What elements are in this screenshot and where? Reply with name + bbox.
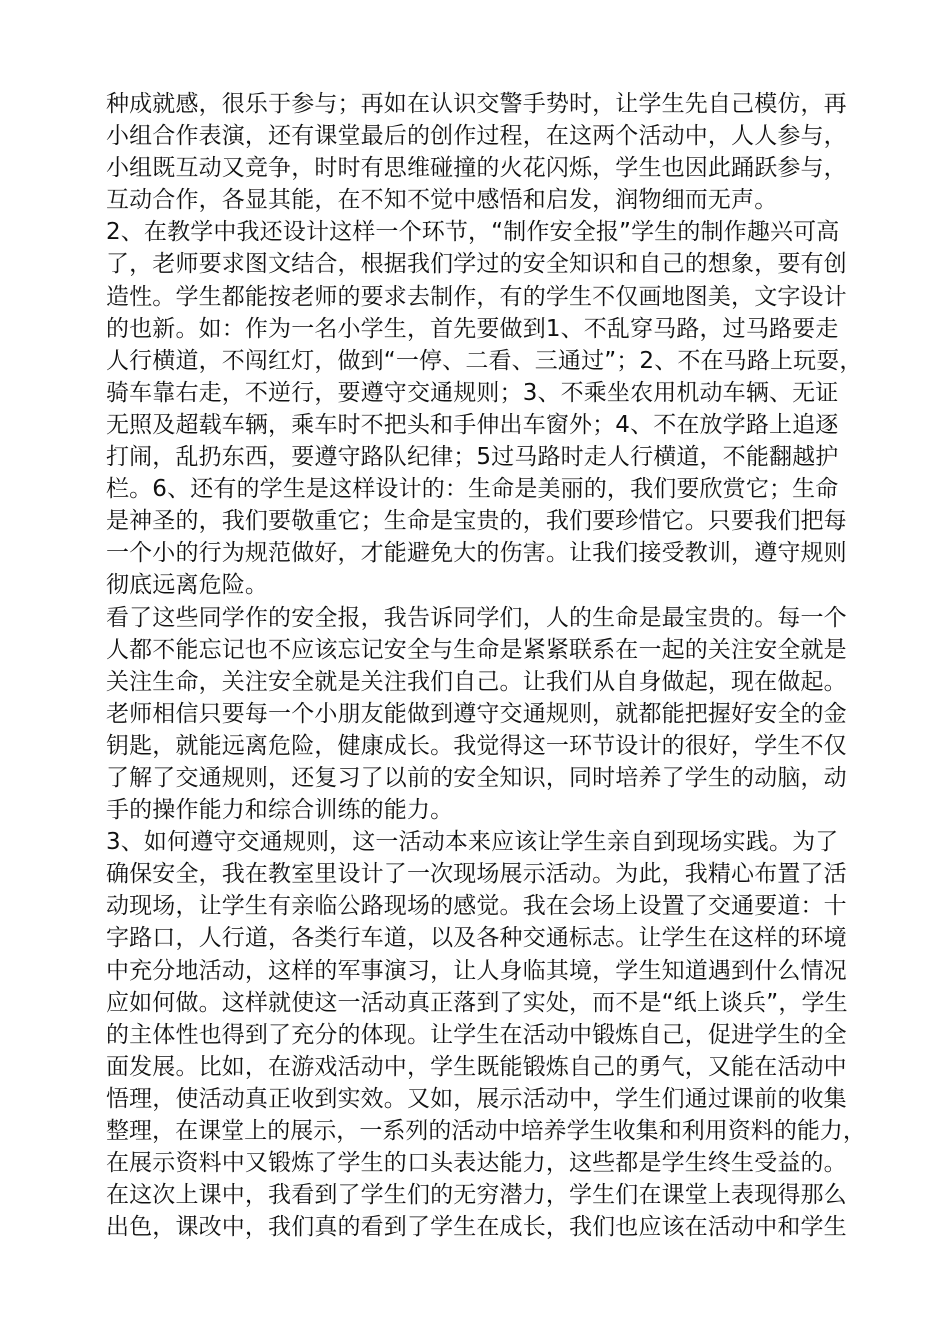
text-line: 在这次上课中，我看到了学生们的无穷潜力，学生们在课堂上表现得那么 (106, 1182, 847, 1209)
text-line: 手的操作能力和综合训练的能力。 (106, 797, 454, 824)
text-line: 3、如何遵守交通规则，这一活动本来应该让学生亲自到现场实践。为了 (106, 829, 839, 856)
text-line: 互动合作，各显其能，在不知不觉中感悟和启发，润物细而无声。 (106, 187, 778, 214)
text-line: 人都不能忘记也不应该忘记安全与生命是紧紧联系在一起的关注安全就是 (106, 636, 847, 663)
text-line: 一个小的行为规范做好，才能避免大的伤害。让我们接受教训，遵守规则 (106, 540, 847, 567)
text-line: 字路口，人行道，各类行车道，以及各种交通标志。让学生在这样的环境 (106, 925, 847, 952)
text-line: 出色，课改中，我们真的看到了学生在成长，我们也应该在活动中和学生 (106, 1214, 847, 1241)
text-line: 小组既互动又竞争，时时有思维碰撞的火花闪烁，学生也因此踊跃参与， (106, 155, 847, 182)
text-line: 了，老师要求图文结合，根据我们学过的安全知识和自己的想象，要有创 (106, 251, 847, 278)
text-line: 动现场，让学生有亲临公路现场的感觉。我在会场上设置了交通要道：十 (106, 893, 847, 920)
text-line: 无照及超载车辆，乘车时不把头和手伸出车窗外；4、不在放学路上追逐 (106, 411, 839, 438)
text-line: 小组合作表演，还有课堂最后的创作过程，在这两个活动中，人人参与， (106, 123, 847, 150)
text-line: 彻底远离危险。 (106, 572, 269, 599)
text-line: 2、在教学中我还设计这样一个环节，“制作安全报”学生的制作趣兴可高 (106, 219, 840, 246)
text-line: 看了这些同学作的安全报，我告诉同学们，人的生命是最宝贵的。每一个 (106, 604, 847, 631)
document-body-text (106, 88, 866, 1243)
text-line: 造性。学生都能按老师的要求去制作，有的学生不仅画地图美，文字设计 (106, 283, 847, 310)
text-line: 面发展。比如，在游戏活动中，学生既能锻炼自己的勇气，又能在活动中 (106, 1053, 847, 1080)
text-line: 应如何做。这样就使这一活动真正落到了实处，而不是“纸上谈兵”，学生 (106, 989, 848, 1016)
text-line: 悟理，使活动真正收到实效。又如，展示活动中，学生们通过课前的收集 (106, 1085, 847, 1112)
text-line: 关注生命，关注安全就是关注我们自己。让我们从自身做起，现在做起。 (106, 668, 847, 695)
text-line: 的也新。如：作为一名小学生，首先要做到1、不乱穿马路，过马路要走 (106, 315, 839, 342)
text-line: 骑车靠右走，不逆行，要遵守交通规则；3、不乘坐农用机动车辆、无证 (106, 379, 839, 406)
text-line: 打闹，乱扔东西，要遵守路队纪律；5过马路时走人行横道，不能翻越护 (106, 444, 839, 471)
text-line: 了解了交通规则，还复习了以前的安全知识，同时培养了学生的动脑，动 (106, 764, 847, 791)
text-line: 在展示资料中又锻炼了学生的口头表达能力，这些都是学生终生受益的。 (106, 1150, 847, 1177)
text-line: 确保安全，我在教室里设计了一次现场展示活动。为此，我精心布置了活 (106, 861, 847, 888)
text-line: 是神圣的，我们要敬重它；生命是宝贵的，我们要珍惜它。只要我们把每 (106, 508, 847, 535)
text-line: 的主体性也得到了充分的体现。让学生在活动中锻炼自己，促进学生的全 (106, 1021, 847, 1048)
text-line: 整理，在课堂上的展示，一系列的活动中培养学生收集和利用资料的能力， (106, 1118, 866, 1144)
text-line: 种成就感，很乐于参与；再如在认识交警手势时，让学生先自己模仿，再 (106, 91, 847, 117)
text-line: 人行横道，不闯红灯，做到“一停、二看、三通过”；2、不在马路上玩耍， (106, 347, 863, 374)
text-line: 老师相信只要每一个小朋友能做到遵守交通规则，就都能把握好安全的金 (106, 700, 847, 727)
text-line: 钥匙，就能远离危险，健康成长。我觉得这一环节设计的很好，学生不仅 (106, 732, 847, 759)
text-line: 中充分地活动，这样的军事演习，让人身临其境，学生知道遇到什么情况 (106, 957, 847, 984)
text-line: 栏。6、还有的学生是这样设计的：生命是美丽的，我们要欣赏它；生命 (106, 476, 839, 503)
